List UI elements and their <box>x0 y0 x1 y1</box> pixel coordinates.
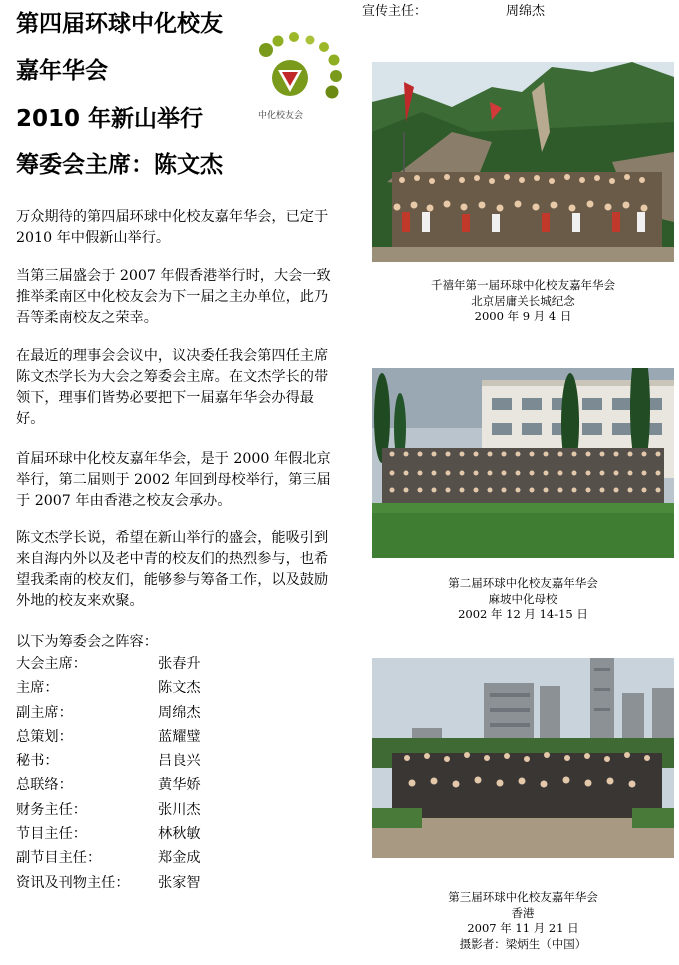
page-title-line-1: 第四届环球中化校友 <box>16 11 223 37</box>
caption-line: 2007 年 11 月 21 日 <box>467 921 579 935</box>
paragraph-3: 在最近的理事会会议中，议决委任我会第四任主席陈文杰学长为大会之筹委会主席。在文杰学长的带领下，理事们皆势必要把下一届嘉年华会办得最好。 <box>16 348 329 427</box>
alumni-logo <box>254 32 346 124</box>
photo-great-wall <box>372 62 674 262</box>
committee-row <box>16 847 346 871</box>
logo-emblem-icon <box>254 32 346 124</box>
committee-role: 秘书： <box>16 753 59 770</box>
committee-name: 陈文杰 <box>158 680 201 697</box>
committee-row <box>16 726 346 750</box>
committee-row <box>16 823 346 847</box>
publicity-name: 周绵杰 <box>506 4 546 19</box>
committee-role: 副节目主任： <box>16 850 102 867</box>
committee-name: 周绵杰 <box>158 704 201 721</box>
caption-line: 2000 年 9 月 4 日 <box>474 309 572 323</box>
photo-1-caption <box>372 278 674 325</box>
committee-name: 蓝耀璧 <box>158 728 201 745</box>
committee-name: 黄华娇 <box>158 777 201 794</box>
committee-name: 张家智 <box>158 874 201 891</box>
committee-role: 主席： <box>16 680 59 697</box>
committee-role: 副主席： <box>16 704 73 721</box>
committee-name: 郑金成 <box>158 850 201 867</box>
committee-row <box>16 872 346 896</box>
caption-line: 摄影者：梁炳生（中国） <box>459 936 587 951</box>
committee-row <box>16 750 346 774</box>
photo-2-caption <box>372 576 674 623</box>
caption-line: 香港 <box>511 905 535 920</box>
photo-school <box>372 368 674 558</box>
committee-name: 吕良兴 <box>158 753 201 770</box>
caption-line: 千禧年第一届环球中化校友嘉年华会 <box>431 278 615 292</box>
committee-name: 张春升 <box>158 656 201 672</box>
photo-3-caption <box>372 890 674 952</box>
caption-line: 第二届环球中化校友嘉年华会 <box>448 576 598 590</box>
page-title-line-2: 嘉年华会 <box>16 58 108 84</box>
committee-role: 财务主任： <box>16 801 87 818</box>
page-title-line-4: 筹委会主席：陈文杰 <box>16 152 223 178</box>
committee-name: 张川杰 <box>158 801 201 818</box>
caption-line: 北京居庸关长城纪念 <box>471 293 575 308</box>
committee-row <box>16 653 346 677</box>
caption-line: 第三届环球中化校友嘉年华会 <box>448 890 598 904</box>
committee-role: 资讯及刊物主任： <box>16 874 130 891</box>
paragraph-2: 当第三届盛会于 2007 年假香港举行时，大会一致推举柔南区中化校友会为下一届之主办单位，此乃吾等柔南校友之荣幸。 <box>16 268 331 326</box>
committee-role: 大会主席： <box>16 656 87 672</box>
logo-text: 中化校友会 <box>258 111 304 121</box>
photo-hong-kong <box>372 658 674 858</box>
committee-row <box>16 677 346 701</box>
committee-name: 林秋敏 <box>158 826 201 843</box>
paragraph-5: 陈文杰学长说，希望在新山举行的盛会，能吸引到来自海内外以及老中青的校友们的热烈参与，也希望我柔南的校友们，能够参与筹备工作，以及鼓励外地的校友来欢聚。 <box>16 530 329 609</box>
committee-role: 总联络： <box>16 777 73 794</box>
caption-line: 2002 年 12 月 14-15 日 <box>458 607 588 621</box>
publicity-role: 宣传主任： <box>362 4 428 19</box>
committee-list <box>16 653 346 896</box>
committee-row <box>16 774 346 798</box>
committee-role: 节目主任： <box>16 826 87 843</box>
committee-role: 总策划： <box>16 728 73 745</box>
caption-line: 麻坡中化母校 <box>488 591 558 606</box>
page-title-line-3: 2010 年新山举行 <box>16 106 204 132</box>
committee-row <box>16 799 346 823</box>
paragraph-4: 首届环球中化校友嘉年华会，是于 2000 年假北京举行，第二届则于 2002 年回到母校举行，第三届于 2007 年由香港之校友会承办。 <box>16 451 331 509</box>
committee-row <box>16 702 346 726</box>
publicity-head <box>362 3 546 21</box>
committee-intro: 以下为筹委会之阵容： <box>16 634 158 650</box>
paragraph-1: 万众期待的第四届环球中化校友嘉年华会，已定于 2010 年中假新山举行。 <box>16 209 329 246</box>
